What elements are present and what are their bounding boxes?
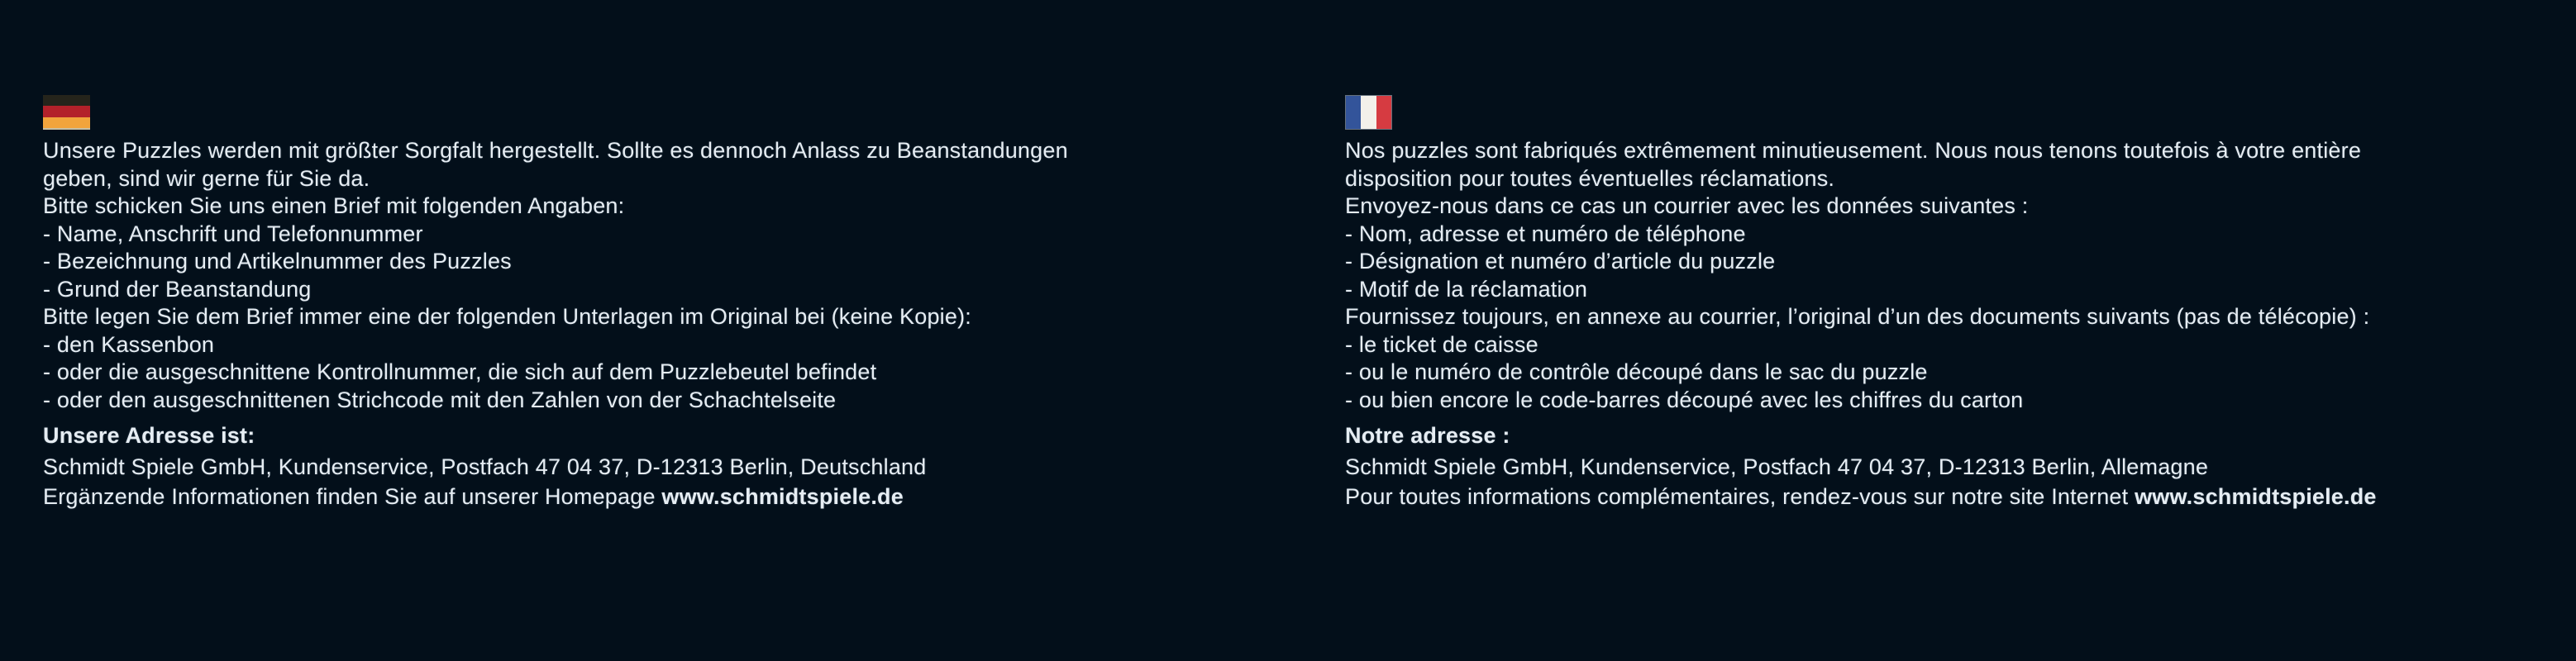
french-address-line: Schmidt Spiele GmbH, Kundenservice, Postfach 47 04 37, D-12313 Berlin, Allemagne bbox=[1345, 454, 2209, 479]
german-address-heading: Unsere Adresse ist: bbox=[43, 423, 255, 448]
german-list-item: - oder den ausgeschnittenen Strichcode mit den Zahlen von der Schachtelseite bbox=[43, 387, 837, 412]
german-section bbox=[43, 95, 1250, 511]
german-homepage-text: Ergänzende Informationen finden Sie auf unserer Homepage bbox=[43, 483, 662, 509]
german-address-block bbox=[43, 452, 1250, 511]
french-address-heading: Notre adresse : bbox=[1345, 423, 1510, 448]
french-text-line: Envoyez-nous dans ce cas un courrier avec les données suivantes : bbox=[1345, 193, 2029, 218]
germany-flag-icon bbox=[43, 95, 90, 130]
french-list-item: - ou bien encore le code-barres découpé avec les chiffres du carton bbox=[1345, 387, 2024, 412]
german-text-line: Unsere Puzzles werden mit größter Sorgfalt hergestellt. Sollte es dennoch Anlass zu Beanstandungen bbox=[43, 138, 1068, 163]
french-homepage-line bbox=[1345, 482, 2560, 511]
french-address-block bbox=[1345, 452, 2560, 511]
france-flag-white-stripe bbox=[1361, 96, 1376, 129]
french-list-item: - Nom, adresse et numéro de téléphone bbox=[1345, 221, 1746, 246]
german-list-item: - Grund der Beanstandung bbox=[43, 276, 312, 302]
german-homepage-url: www.schmidtspiele.de bbox=[661, 483, 904, 509]
french-homepage-text: Pour toutes informations complémentaires, rendez-vous sur notre site Internet bbox=[1345, 483, 2135, 509]
german-homepage-line bbox=[43, 482, 1250, 511]
french-list-item: - Motif de la réclamation bbox=[1345, 276, 1588, 302]
french-section bbox=[1345, 95, 2560, 511]
french-text-line: disposition pour toutes éventuelles réclamations. bbox=[1345, 165, 1835, 191]
french-homepage-url: www.schmidtspiele.de bbox=[2135, 483, 2377, 509]
french-list-item: - ou le numéro de contrôle découpé dans le sac du puzzle bbox=[1345, 359, 1928, 384]
german-text-line: geben, sind wir gerne für Sie da. bbox=[43, 165, 370, 191]
french-list-item: - Désignation et numéro d’article du puzzle bbox=[1345, 249, 1776, 273]
germany-flag-red-stripe bbox=[43, 106, 90, 117]
france-flag-red-stripe bbox=[1376, 96, 1391, 129]
french-text-line: Nos puzzles sont fabriqués extrêmement minutieusement. Nous nous tenons toutefois à votre entière bbox=[1345, 138, 2362, 163]
german-list-item: - Bezeichnung und Artikelnummer des Puzzles bbox=[43, 249, 512, 273]
germany-flag-gold-stripe bbox=[43, 117, 90, 128]
french-list-item: - le ticket de caisse bbox=[1345, 331, 1538, 357]
france-flag-icon bbox=[1345, 95, 1392, 130]
german-list-item: - oder die ausgeschnittene Kontrollnummer, die sich auf dem Puzzlebeutel befindet bbox=[43, 359, 877, 384]
german-text-line: Bitte legen Sie dem Brief immer eine der folgenden Unterlagen im Original bei (keine Kopie): bbox=[43, 304, 971, 329]
germany-flag-black-stripe bbox=[43, 95, 90, 106]
german-list-item: - Name, Anschrift und Telefonnummer bbox=[43, 221, 423, 246]
german-list-item: - den Kassenbon bbox=[43, 331, 215, 357]
german-address-line: Schmidt Spiele GmbH, Kundenservice, Postfach 47 04 37, D-12313 Berlin, Deutschland bbox=[43, 454, 927, 479]
france-flag-blue-stripe bbox=[1346, 96, 1361, 129]
french-text-line: Fournissez toujours, en annexe au courrier, l’original d’un des documents suivants (pas de télécopie) : bbox=[1345, 304, 2370, 329]
german-text-line: Bitte schicken Sie uns einen Brief mit folgenden Angaben: bbox=[43, 193, 625, 218]
